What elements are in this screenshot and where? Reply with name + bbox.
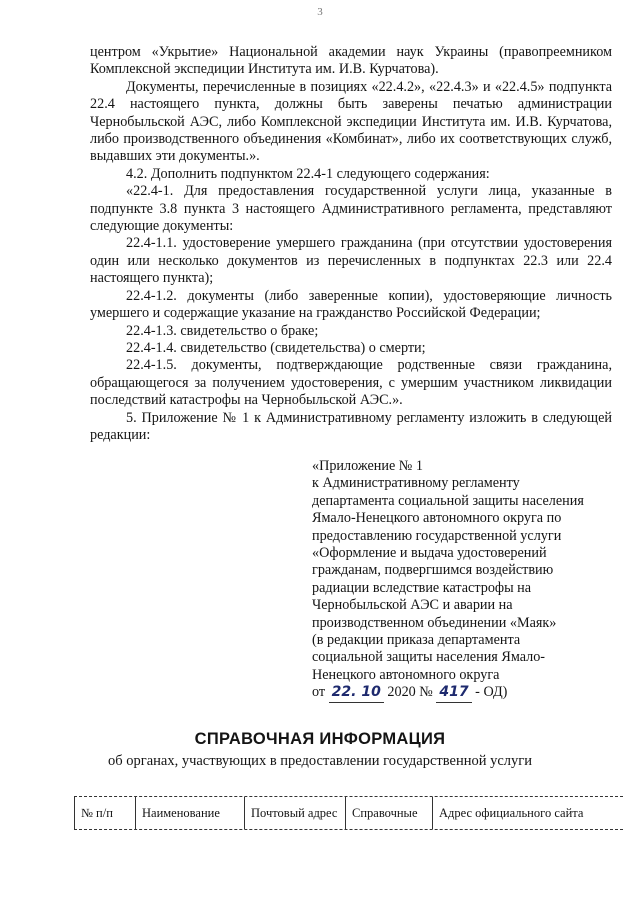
info-table-header: [74, 796, 623, 830]
paragraph: 22.4-1.5. документы, подтверждающие родственные связи гражданина, обращающегося за получением удостоверения, с умершим участником ликвидации последствий катастрофы на Чернобыльской АЭС.».: [90, 357, 612, 409]
paragraph: «22.4-1. Для предоставления государственной услуги лица, указанные в подпункте 3.8 пункта 3 настоящего Административного регламента, представляют следующие документы:: [90, 183, 612, 235]
paragraph: 22.4-1.3. свидетельство о браке;: [126, 322, 319, 339]
appendix-line: Ямало-Ненецкого автономного округа по: [312, 510, 562, 527]
paragraph: 22.4-1.1. удостоверение умершего гражданина (при отсутствии удостоверения один или несколько документов из перечисленных в подпунктах 22.3 или 22.4 настоящего пункта);: [90, 235, 612, 287]
appendix-line: департамента социальной защиты населения: [312, 492, 584, 509]
appendix-line: производственном объединении «Маяк»: [312, 614, 557, 631]
appendix-line: радиации вследствие катастрофы на: [312, 579, 532, 596]
page-number: 3: [317, 6, 323, 18]
document-body: [90, 44, 612, 444]
appendix-line: к Административному регламенту: [312, 475, 520, 492]
date-prefix: от: [312, 684, 326, 701]
handwritten-number: 417: [436, 684, 471, 702]
appendix-header: [312, 458, 612, 703]
paragraph: 4.2. Дополнить подпунктом 22.4-1 следующего содержания:: [126, 165, 490, 182]
paragraph: Документы, перечисленные в позициях «22.4.2», «22.4.3» и «22.4.5» подпункта 22.4 настоящего пункта, должны быть заверены печатью администрации Чернобыльской АЭС, либо Комплексной экспедиции Института им. И.В. Курчатова, либо производственного объединения «Комбинат», либо их соответствующих служб, выдавших эти документы.».: [90, 78, 612, 165]
appendix-date-line: [312, 684, 612, 702]
appendix-line: социальной защиты населения Ямало-: [312, 649, 546, 666]
appendix-line: предоставлению государственной услуги: [312, 527, 562, 544]
appendix-line: Ненецкого автономного округа: [312, 666, 500, 683]
paragraph: 22.4-1.2. документы (либо заверенные копии), удостоверяющие личность умершего и содержащие указание на гражданство Российской Федерации;: [90, 287, 612, 322]
paragraph: центром «Укрытие» Национальной академии наук Украины (правопреемником Комплексной экспедиции Института им. И.В. Курчатова).: [90, 44, 612, 78]
table-header-website: Адрес официального сайта: [439, 805, 584, 820]
appendix-line: гражданам, подвергшимся воздействию: [312, 562, 554, 579]
appendix-line: Чернобыльской АЭС и аварии на: [312, 597, 513, 614]
table-header-number: № п/п: [75, 797, 136, 829]
number-suffix: - ОД): [475, 684, 508, 701]
paragraph: 5. Приложение № 1 к Административному регламенту изложить в следующей редакции:: [90, 409, 612, 443]
section-subtitle: об органах, участвующих в предоставлении государственной услуги: [108, 753, 532, 769]
appendix-line: (в редакции приказа департамента: [312, 632, 521, 649]
paragraph: 22.4-1.4. свидетельство (свидетельства) о смерти;: [126, 339, 426, 356]
appendix-line: «Оформление и выдача удостоверений: [312, 545, 547, 562]
appendix-line: «Приложение № 1: [312, 458, 423, 474]
section-title: СПРАВОЧНАЯ ИНФОРМАЦИЯ: [194, 730, 446, 748]
date-year: 2020 №: [387, 684, 433, 701]
table-header-address: Почтовый адрес: [245, 797, 346, 829]
handwritten-date: 22. 10: [329, 684, 384, 702]
table-header-phones: Справочные: [346, 797, 433, 829]
table-header-name: Наименование: [136, 797, 245, 829]
